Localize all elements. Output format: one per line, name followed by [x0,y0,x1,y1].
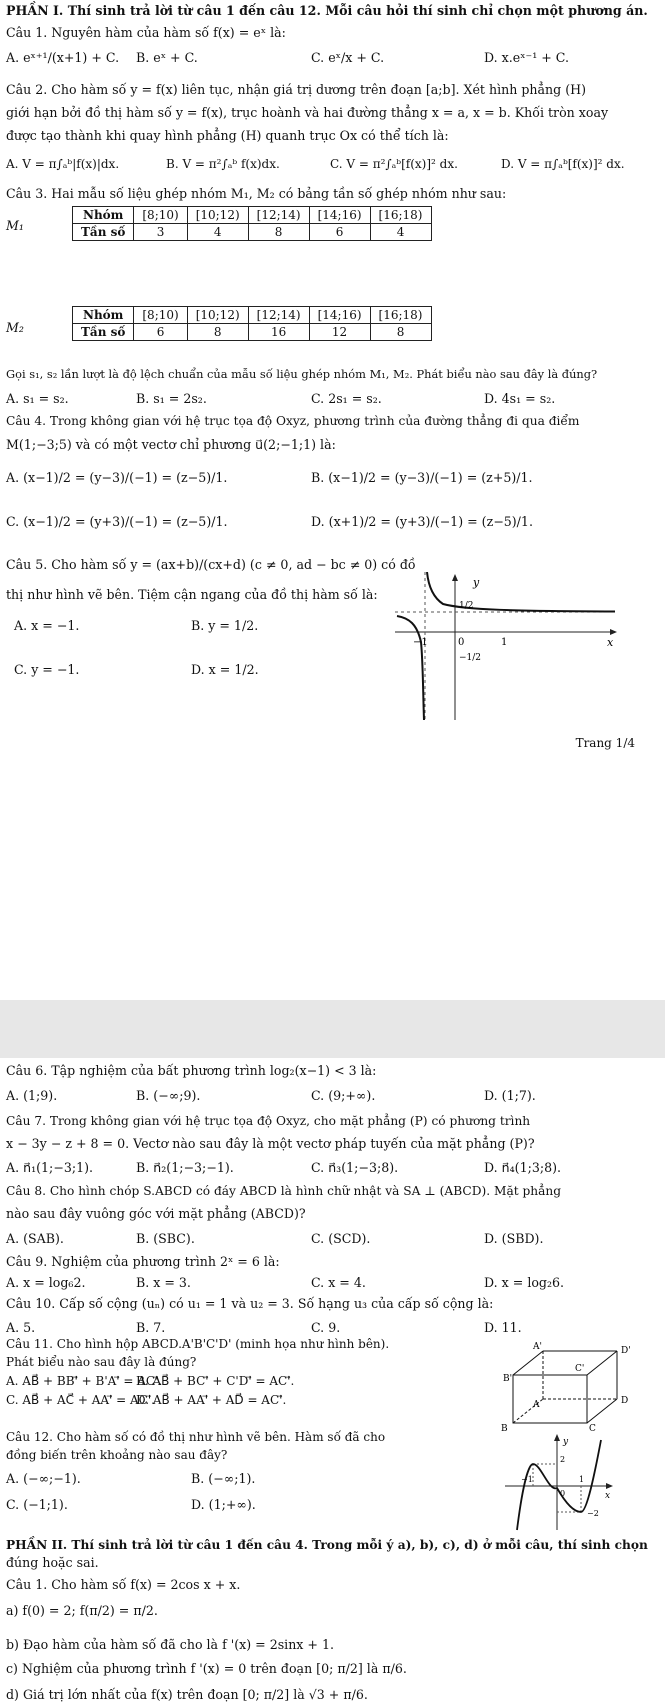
vertex-B: B [501,1424,508,1433]
q9-stem: Câu 9. Nghiệm của phương trình 2ˣ = 6 là: [6,1254,280,1269]
q9-option-a[interactable]: A. x = log₆2. [6,1275,86,1290]
tick-1: 1 [579,1475,585,1484]
y-label: y [473,576,480,589]
q4-options-row1 [6,470,657,486]
m1-group-row [73,207,432,224]
q3-option-b[interactable]: B. s₁ = 2s₂. [136,391,207,406]
origin-label: 0 [458,637,465,648]
q2-option-b[interactable]: B. V = π²∫ₐᵇ f(x)dx. [166,157,280,171]
q12-cubic-graph [505,1432,615,1532]
table-cell: 4 [370,224,431,241]
q8-stem-2: nào sau đây vuông góc với mặt phẳng (ABCD)? [6,1206,306,1221]
q6-option-d[interactable]: D. (1;7). [484,1088,536,1103]
q11-option-b[interactable]: B. AB⃗ + BC'⃗ + C'D'⃗ = AC'⃗. [136,1374,295,1388]
vertex-A: A [533,1400,540,1410]
q6-options [6,1088,657,1104]
q11-option-d[interactable]: D. AB⃗ + AA'⃗ + AD⃗ = AC'⃗. [136,1393,287,1407]
q10-option-c[interactable]: C. 9. [311,1320,341,1335]
p2-q1-a[interactable]: a) f(0) = 2; f(π/2) = π/2. [6,1603,158,1618]
table-cell: 3 [134,224,187,241]
q11-option-c[interactable]: C. AB⃗ + AC⃗ + AA'⃗ = AC'⃗. [6,1393,155,1407]
q7-option-c[interactable]: C. n⃗₃(1;−3;8). [311,1160,399,1175]
q4-option-d[interactable]: D. (x+1)/2 = (y+3)/(−1) = (z−5)/1. [311,514,533,529]
table-cell: [8;10) [134,307,187,324]
q8-option-c[interactable]: C. (SCD). [311,1231,371,1246]
q10-stem: Câu 10. Cấp số cộng (uₙ) có u₁ = 1 và u₂ = 3. Số hạng u₃ của cấp số cộng là: [6,1296,494,1311]
q12-option-a[interactable]: A. (−∞;−1). [6,1471,81,1486]
tick-neg2: −2 [587,1509,599,1518]
q10-option-b[interactable]: B. 7. [136,1320,166,1335]
q8-stem-1: Câu 8. Cho hình chóp S.ABCD có đáy ABCD là hình chữ nhật và SA ⊥ (ABCD). Mặt phẳng [6,1184,562,1198]
q1-option-b[interactable]: B. eˣ + C. [136,50,198,65]
q8-option-a[interactable]: A. (SAB). [6,1231,64,1246]
y-label: y [563,1437,569,1447]
table-cell: 16 [248,324,309,341]
vertex-C1: C' [575,1364,585,1374]
q12-option-d[interactable]: D. (1;+∞). [191,1497,256,1512]
p2-q1-c[interactable]: c) Nghiệm của phương trình f '(x) = 0 trên đoạn [0; π/2] là π/6. [6,1661,407,1676]
tick-neg1: −1 [521,1475,533,1484]
table-cell: [10;12) [187,307,248,324]
q4-option-a[interactable]: A. (x−1)/2 = (y−3)/(−1) = (z−5)/1. [6,470,228,485]
q2-option-a[interactable]: A. V = π∫ₐᵇ|f(x)|dx. [6,157,120,171]
table-cell: 8 [248,224,309,241]
m1-frequency-table [72,206,432,241]
table-header: Tần số [73,324,134,341]
q5-options-row1 [6,618,405,634]
q2-option-c[interactable]: C. V = π²∫ₐᵇ[f(x)]² dx. [330,157,458,171]
p2-q1-stem: Câu 1. Cho hàm số f(x) = 2cos x + x. [6,1577,241,1592]
q4-option-b[interactable]: B. (x−1)/2 = (y−3)/(−1) = (z+5)/1. [311,470,533,485]
q10-option-d[interactable]: D. 11. [484,1320,522,1335]
q8-option-b[interactable]: B. (SBC). [136,1231,195,1246]
tick-neg-half: −1/2 [459,653,482,663]
q11-options-row2 [6,1393,485,1409]
q7-stem-1: Câu 7. Trong không gian với hệ trục tọa độ Oxyz, cho mặt phẳng (P) có phương trình [6,1114,531,1128]
exam-page-2 [0,1058,665,1705]
y-axis-arrow [554,1434,560,1441]
q12-options-row1 [6,1471,425,1487]
table-header: Nhóm [73,207,134,224]
table-cell: 8 [187,324,248,341]
q7-options [6,1160,657,1176]
table-cell: [10;12) [187,207,248,224]
tick-neg1: −1 [413,637,428,648]
q6-option-c[interactable]: C. (9;+∞). [311,1088,376,1103]
q11-options-row1 [6,1374,485,1390]
q12-stem-1: Câu 12. Cho hàm số có đồ thị như hình vẽ bên. Hàm số đã cho [6,1430,386,1444]
q4-option-c[interactable]: C. (x−1)/2 = (y+3)/(−1) = (z−5)/1. [6,514,228,529]
q1-option-c[interactable]: C. eˣ/x + C. [311,50,385,65]
table-cell: 12 [309,324,370,341]
table-cell: [8;10) [134,207,187,224]
q5-option-a[interactable]: A. x = −1. [14,618,80,633]
table-cell: 6 [134,324,187,341]
table-cell: [12;14) [248,207,309,224]
q11-box-figure [495,1341,635,1433]
q11-stem-2: Phát biểu nào sau đây là đúng? [6,1355,197,1369]
x-axis-arrow [606,1483,613,1489]
q9-options [6,1275,657,1291]
q12-option-c[interactable]: C. (−1;1). [6,1497,68,1512]
page-separator [0,1000,665,1058]
q9-option-d[interactable]: D. x = log₂6. [484,1275,565,1290]
q11-stem-1: Câu 11. Cho hình hộp ABCD.A'B'C'D' (minh họa như hình bên). [6,1337,390,1351]
q1-stem: Câu 1. Nguyên hàm của hàm số f(x) = eˣ là: [6,25,286,40]
table-cell: 8 [370,324,431,341]
part1-heading: PHẦN I. Thí sinh trả lời từ câu 1 đến câu 12. Mỗi câu hỏi thí sinh chỉ chọn một phương án. [6,3,648,18]
q5-options-row2 [6,662,405,678]
q12-options-row2 [6,1497,425,1513]
m2-label: M₂ [6,320,24,335]
q7-stem-2: x − 3y − z + 8 = 0. Vectơ nào sau đây là một vectơ pháp tuyến của mặt phẳng (P)? [6,1136,535,1151]
table-header: Tần số [73,224,134,241]
q2-stem-1: Câu 2. Cho hàm số y = f(x) liên tục, nhận giá trị dương trên đoạn [a;b]. Xét hình phẳng (H) [6,82,587,97]
y-axis-arrow [452,574,458,581]
q3-option-d[interactable]: D. 4s₁ = s₂. [484,391,556,406]
vertex-C: C [589,1424,596,1433]
x-label: x [607,636,614,649]
vertex-D: D [621,1396,629,1406]
x-label: x [605,1491,611,1501]
q5-option-d[interactable]: D. x = 1/2. [191,662,259,677]
q9-option-b[interactable]: B. x = 3. [136,1275,191,1290]
q1-option-a[interactable]: A. eˣ⁺¹/(x+1) + C. [6,50,120,65]
q3-option-c[interactable]: C. 2s₁ = s₂. [311,391,382,406]
q5-hyperbola-graph [395,572,620,722]
p2-q1-b[interactable]: b) Đạo hàm của hàm số đã cho là f '(x) = 2sinx + 1. [6,1637,334,1652]
x-axis-arrow [610,629,617,635]
q2-stem-3: được tạo thành khi quay hình phẳng (H) quanh trục Ox có thể tích là: [6,128,449,143]
q3-options [6,391,657,407]
q12-stem-2: đồng biến trên khoảng nào sau đây? [6,1448,228,1462]
q1-options [6,50,657,66]
q6-option-a[interactable]: A. (1;9). [6,1088,58,1103]
q5-option-c[interactable]: C. y = −1. [14,662,80,677]
q7-option-d[interactable]: D. n⃗₄(1;3;8). [484,1160,562,1175]
q7-option-a[interactable]: A. n⃗₁(1;−3;1). [6,1160,94,1175]
q10-options [6,1320,657,1336]
q3-stem: Câu 3. Hai mẫu số liệu ghép nhóm M₁, M₂ có bảng tần số ghép nhóm như sau: [6,186,507,201]
q5-stem-2: thị như hình vẽ bên. Tiệm cận ngang của đồ thị hàm số là: [6,587,378,602]
q9-option-c[interactable]: C. x = 4. [311,1275,366,1290]
q4-options-row2 [6,514,657,530]
q2-stem-2: giới hạn bởi đồ thị hàm số y = f(x), trục hoành và hai đường thẳng x = a, x = b. Khối tròn xoay [6,105,609,120]
table-cell: [14;16) [309,207,370,224]
vertex-D1: D' [621,1346,631,1356]
vertex-B1: B' [503,1374,513,1384]
edge [513,1351,543,1375]
m1-label: M₁ [6,218,24,233]
q1-option-d[interactable]: D. x.eˣ⁻¹ + C. [484,50,569,65]
table-header: Nhóm [73,307,134,324]
table-cell: [14;16) [309,307,370,324]
q2-option-d[interactable]: D. V = π∫ₐᵇ[f(x)]² dx. [501,157,625,171]
m2-freq-row [73,324,432,341]
q11-option-a[interactable]: A. AB⃗ + BB'⃗ + B'A'⃗ = AC'⃗. [6,1374,163,1388]
part2-heading-2: đúng hoặc sai. [6,1555,99,1570]
tick-2: 2 [560,1455,566,1464]
q10-option-a[interactable]: A. 5. [6,1320,36,1335]
q8-options [6,1231,657,1247]
p2-q1-d[interactable]: d) Giá trị lớn nhất của f(x) trên đoạn [0; π/2] là √3 + π/6. [6,1687,368,1702]
vertex-A1: A' [533,1342,542,1352]
table-cell: 4 [187,224,248,241]
page-footer: Trang 1/4 [575,736,635,750]
edge [587,1399,617,1423]
table-cell: 6 [309,224,370,241]
q5-stem-1: Câu 5. Cho hàm số y = (ax+b)/(cx+d) (c ≠ 0, ad − bc ≠ 0) có đồ [6,557,416,572]
q4-stem-2: M(1;−3;5) và có một vectơ chỉ phương u⃗(2;−1;1) là: [6,437,336,452]
part2-heading-1: PHẦN II. Thí sinh trả lời từ câu 1 đến câu 4. Trong mỗi ý a), b), c), d) ở mỗi câu, thí sinh chọn [6,1538,648,1552]
tick-1: 1 [501,637,508,648]
q7-option-b[interactable]: B. n⃗₂(1;−3;−1). [136,1160,234,1175]
table-cell: [16;18) [370,307,431,324]
m2-group-row [73,307,432,324]
q2-options [6,157,657,173]
edge [587,1351,617,1375]
q5-option-b[interactable]: B. y = 1/2. [191,618,259,633]
table-cell: [16;18) [370,207,431,224]
q8-option-d[interactable]: D. (SBD). [484,1231,544,1246]
q12-option-b[interactable]: B. (−∞;1). [191,1471,256,1486]
q3-option-a[interactable]: A. s₁ = s₂. [6,391,69,406]
m1-freq-row [73,224,432,241]
q3-ask: Gọi s₁, s₂ lần lượt là độ lệch chuẩn của mẫu số liệu ghép nhóm M₁, M₂. Phát biểu nào sau đây là đúng? [6,367,598,381]
m2-frequency-table [72,306,432,341]
origin-label: 0 [560,1489,566,1498]
table-cell: [12;14) [248,307,309,324]
q4-stem-1: Câu 4. Trong không gian với hệ trục tọa độ Oxyz, phương trình của đường thẳng đi qua điểm [6,414,580,428]
q6-stem: Câu 6. Tập nghiệm của bất phương trình log₂(x−1) < 3 là: [6,1063,377,1078]
tick-half: 1/2 [459,601,474,611]
q6-option-b[interactable]: B. (−∞;9). [136,1088,201,1103]
